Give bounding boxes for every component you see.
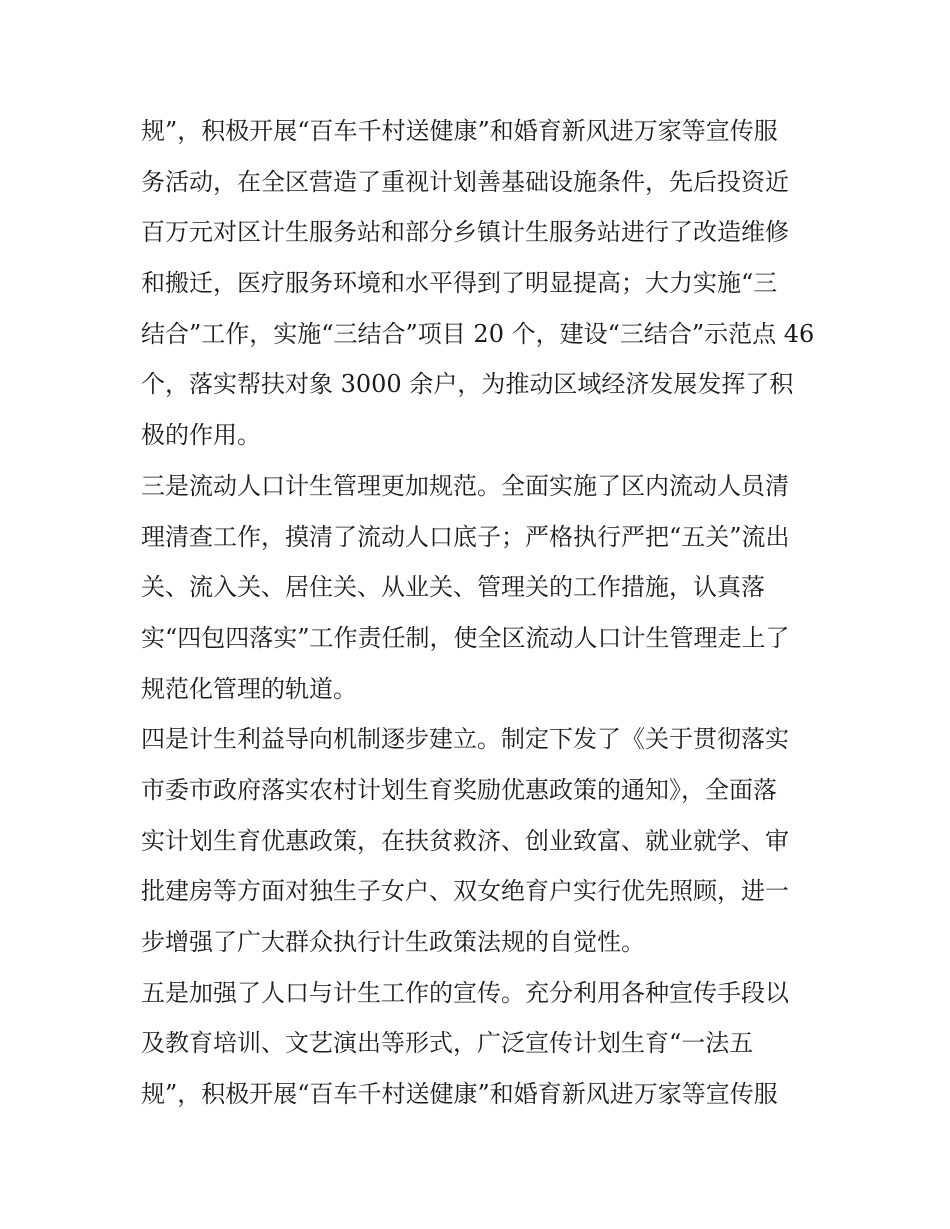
text-line: 市委市政府落实农村计划生育奖励优惠政策的通知》，全面落	[141, 775, 777, 804]
text-line: 批建房等方面对独生子女户、双女绝育户实行优先照顾，进一	[141, 877, 789, 906]
body-text	[141, 106, 821, 1120]
text-line: 理清查工作，摸清了流动人口底子；严格执行严把“五关”流出	[141, 522, 790, 551]
text-line: 实计划生育优惠政策，在扶贫救济、创业致富、就业就学、审	[141, 826, 789, 855]
text-line: 个，落实帮扶对象 3000 余户，为推动区域经济发展发挥了积	[141, 370, 794, 399]
text-line: 及教育培训、文艺演出等形式，广泛宣传计划生育“一法五	[141, 1029, 754, 1058]
text-line: 五是加强了人口与计生工作的宣传。充分利用各种宣传手段以	[141, 978, 789, 1007]
text-line: 和搬迁，医疗服务环境和水平得到了明显提高；大力实施“三	[141, 269, 778, 298]
text-line: 步增强了广大群众执行计生政策法规的自觉性。	[141, 928, 645, 956]
text-line: 三是流动人口计生管理更加规范。全面实施了区内流动人员清	[141, 471, 789, 500]
text-line: 规”，积极开展“百车千村送健康”和婚育新风进万家等宣传服	[141, 1080, 778, 1109]
text-line: 实“四包四落实”工作责任制，使全区流动人口计生管理走上了	[141, 623, 790, 652]
text-line: 极的作用。	[141, 421, 261, 450]
text-line: 规”，积极开展“百车千村送健康”和婚育新风进万家等宣传服	[141, 117, 778, 145]
text-line: 规范化管理的轨道。	[141, 674, 357, 703]
text-line: 四是计生利益导向机制逐步建立。制定下发了《关于贯彻落实	[141, 725, 789, 754]
text-line: 关、流入关、居住关、从业关、管理关的工作措施，认真落	[141, 573, 765, 602]
text-line: 百万元对区计生服务站和部分乡镇计生服务站进行了改造维修	[141, 218, 789, 247]
text-line: 结合”工作，实施“三结合”项目 20 个，建设“三结合”示范点 46	[141, 319, 815, 348]
text-line: 务活动，在全区营造了重视计划善基础设施条件，先后投资近	[141, 167, 789, 196]
